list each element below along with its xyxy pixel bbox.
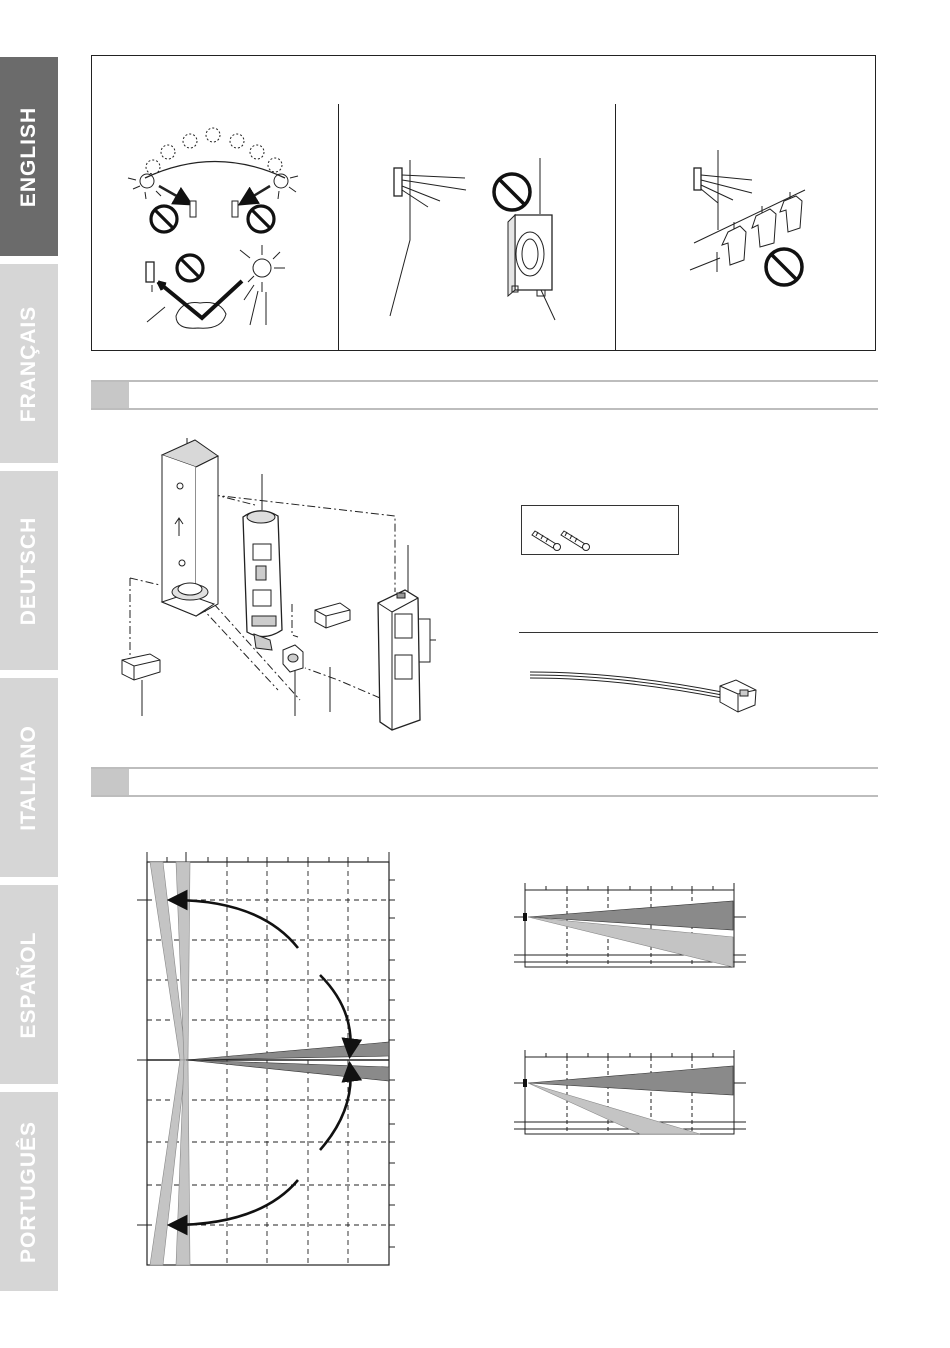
beam-dark-band [528, 1066, 733, 1095]
air-conditioner-icon [508, 215, 552, 296]
prohibited-icon [151, 206, 177, 232]
air-conditioner-warning [390, 158, 555, 320]
cable-connector-icon [530, 672, 756, 712]
screw-icon [561, 531, 590, 551]
sensor-icon [694, 168, 701, 190]
sensor-icon [394, 168, 402, 196]
sun-icon [240, 245, 285, 325]
beam-light-bands [150, 862, 190, 1265]
battery-icon [315, 603, 350, 628]
tab-english[interactable]: ENGLISH [0, 57, 58, 256]
beam-dark-band [528, 901, 733, 930]
laundry-icon [722, 192, 802, 265]
sensor-icon [190, 201, 196, 217]
prohibited-icon [248, 206, 274, 232]
exploded-parts-diagram [122, 438, 436, 730]
beam-dark-bands [186, 1042, 389, 1081]
prohibited-icon [494, 174, 530, 210]
mounting-bracket [162, 440, 218, 616]
tab-francais[interactable]: FRANÇAIS [0, 264, 58, 463]
tab-italiano[interactable]: ITALIANO [0, 678, 58, 877]
prohibited-icon [177, 255, 203, 281]
sensor-body [243, 511, 282, 650]
sun-icon [274, 174, 298, 199]
tab-deutsch[interactable]: DEUTSCH [0, 471, 58, 670]
screw-icon [532, 531, 561, 551]
clip-part [283, 645, 303, 672]
battery-icon [122, 654, 160, 680]
laundry-warning [690, 150, 805, 272]
sensor-icon [232, 201, 238, 217]
sensor-cover [378, 590, 420, 730]
sun-icon [128, 174, 161, 199]
prohibited-icon [766, 249, 802, 285]
sensor-icon [146, 262, 154, 282]
tab-espanol[interactable]: ESPAÑOL [0, 885, 58, 1084]
tab-portugues[interactable]: PORTUGUÊS [0, 1092, 58, 1291]
